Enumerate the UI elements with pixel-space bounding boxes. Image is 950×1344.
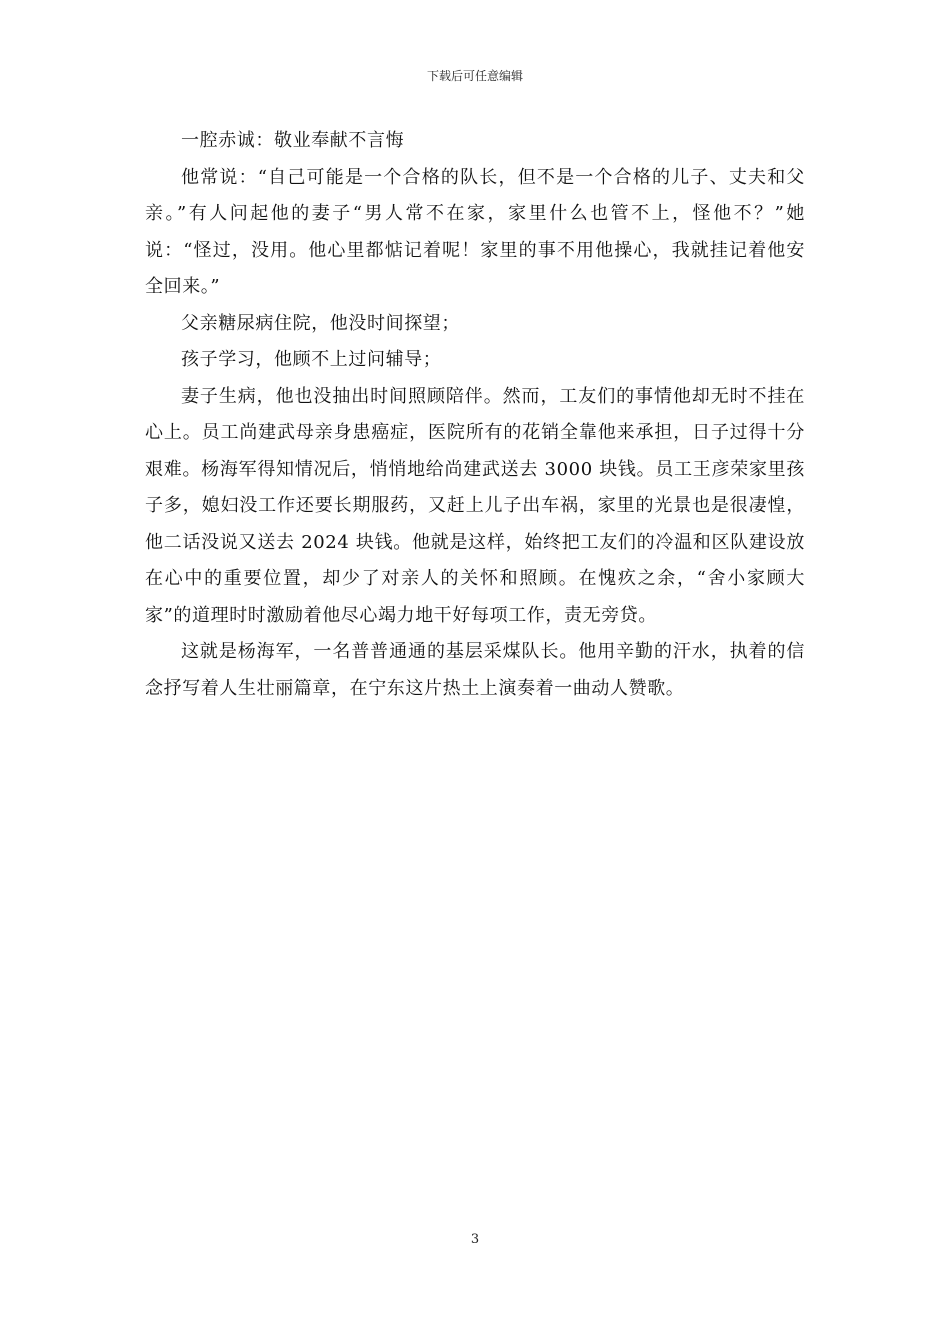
page-header: 下载后可任意编辑	[426, 69, 523, 83]
paragraph-wife-and-workers: 妻子生病，他也没抽出时间照顾陪伴。然而，工友们的事情他却无时不挂在心上。员工尚建武母亲身患癌症，医院所有的花销全靠他来承担，日子过得十分艰难。杨海军得知情况后，悄悄地给尚建武送去 3000 块钱。员工王彦荣家里孩子多，媳妇没工作还要长期服药，又赶上儿子出车祸，家里的光景也是很凄惶，他二话没说又送去 2024 块钱。他就是这样，始终把工友们的冷温和区队建设放在心中的重要位置，却少了对亲人的关怀和照顾。在愧疚之余，“舍小家顾大家”的道理时时激励着他尽心竭力地干好每项工作，责无旁贷。	[145, 385, 805, 626]
page-number: 3	[470, 1232, 480, 1247]
paragraph-conclusion: 这就是杨海军，一名普普通通的基层采煤队长。他用辛勤的汗水，执着的信念抒写着人生壮丽篇章，在宁东这片热土上演奏着一曲动人赞歌。	[145, 641, 805, 699]
paragraph-child: 孩子学习，他顾不上过问辅导；	[181, 349, 442, 370]
section-heading: 一腔赤诚：敬业奉献不言悔	[181, 130, 405, 151]
paragraph-father: 父亲糖尿病住院，他没时间探望；	[181, 312, 460, 334]
document-body	[145, 123, 805, 707]
paragraph-quote: 他常说：“自己可能是一个合格的队长，但不是一个合格的儿子、丈夫和父亲。”有人问起他的妻子“男人常不在家，家里什么也管不上，怪他不？”她说：“怪过，没用。他心里都惦记着呢！家里的事不用他操心，我就挂记着他安全回来。”	[145, 166, 805, 297]
